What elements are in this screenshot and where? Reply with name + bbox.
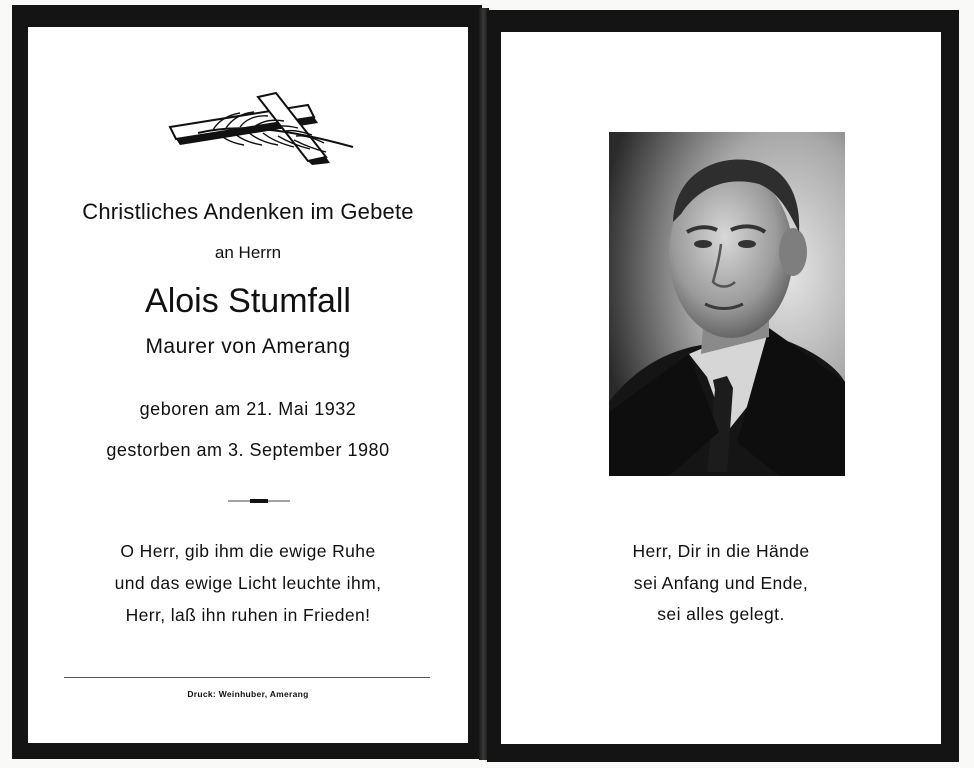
left-card-panel	[28, 27, 468, 743]
footer-rule	[64, 677, 430, 678]
prayer-line: O Herr, gib ihm die ewige Ruhe	[120, 541, 376, 561]
verse-line: sei alles gelegt.	[657, 604, 785, 624]
salutation: an Herrn	[214, 243, 282, 262]
right-card	[487, 10, 959, 762]
left-card	[12, 5, 482, 759]
deceased-name: Alois Stumfall	[145, 282, 351, 320]
verse-line: Herr, Dir in die Hände	[632, 541, 810, 561]
printer-credit: Druck: Weinhuber, Amerang	[187, 689, 309, 699]
ornamental-divider	[228, 498, 290, 504]
card-heading: Christliches Andenken im Gebete	[82, 199, 414, 224]
prayer-line: Herr, laß ihn ruhen in Frieden!	[125, 605, 371, 625]
birth-date: geboren am 21. Mai 1932	[139, 399, 357, 419]
right-card-panel	[501, 32, 941, 744]
prayer-line: und das ewige Licht leuchte ihm,	[114, 573, 382, 593]
verse-line: sei Anfang und Ende,	[633, 573, 809, 593]
death-date: gestorben am 3. September 1980	[106, 440, 390, 460]
occupation: Maurer von Amerang	[145, 335, 351, 358]
portrait-photo	[609, 132, 845, 476]
cross-with-palm-branch-icon	[158, 85, 358, 165]
